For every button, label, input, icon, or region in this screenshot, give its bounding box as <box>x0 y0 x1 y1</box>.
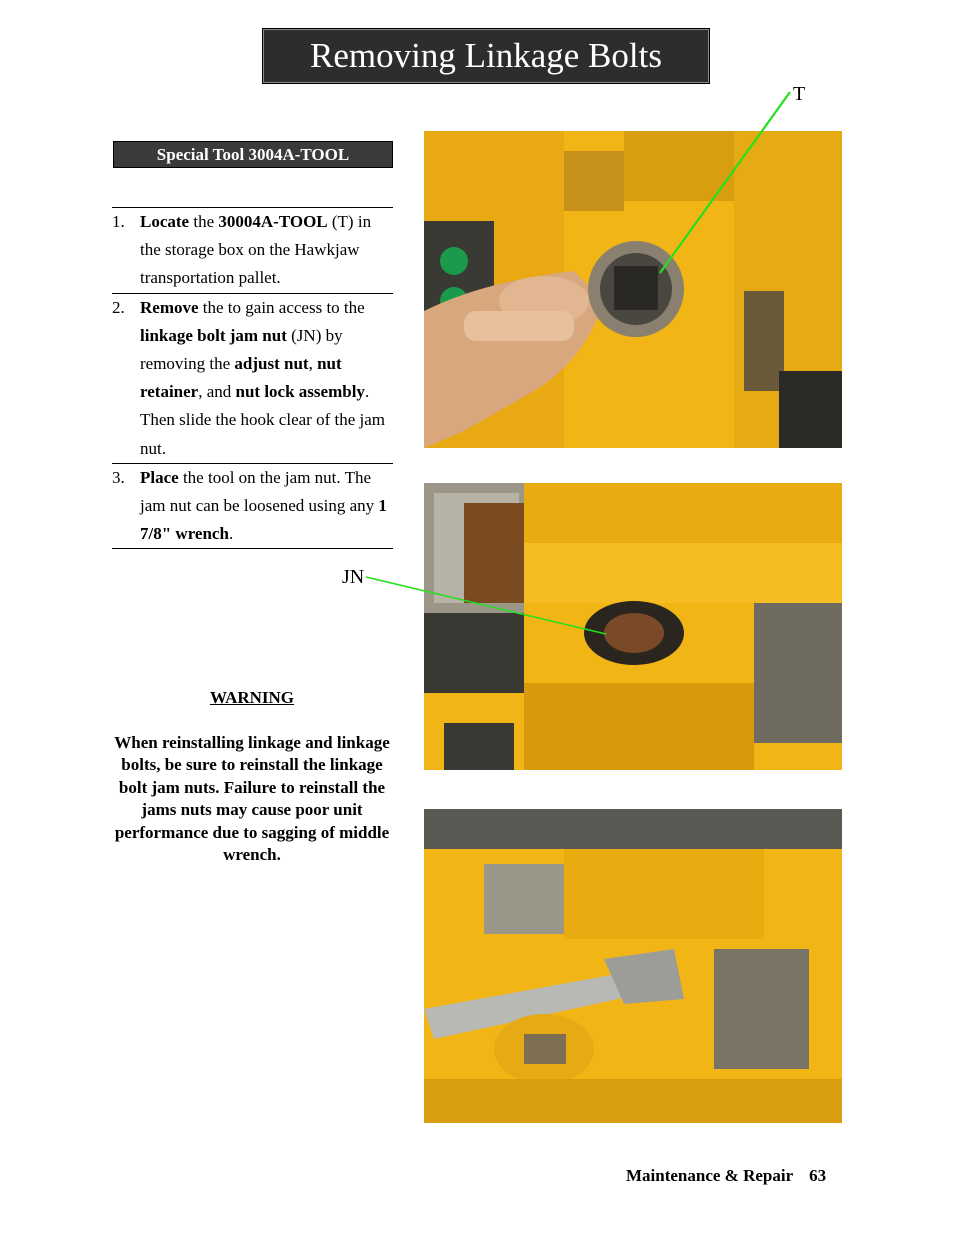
step-term: Place <box>140 467 179 487</box>
callout-t-label: T <box>793 83 806 105</box>
step-term: Locate <box>140 212 190 231</box>
step-text-run: . Then slide the hook clear of the jam nut. <box>140 382 385 458</box>
step-text-run: . <box>228 524 234 544</box>
page-footer <box>626 1166 826 1186</box>
step-term: linkage bolt jam nut <box>140 325 287 345</box>
special-tool-header: Special Tool 3004A-TOOL <box>113 141 393 168</box>
step-text-run: the <box>189 212 219 231</box>
step-text-run: the tool on the jam nut. The jam nut can be loosened using any <box>140 467 379 516</box>
step-text-run: (T) in the storage box on the Hawkjaw transportation pallet. <box>140 212 372 288</box>
step-term: 30004A-TOOL <box>218 212 328 231</box>
page-title: Removing Linkage Bolts <box>262 28 710 84</box>
warning-text: When reinstalling linkage and linkage bolts, be sure to reinstall the linkage bolt jam nuts. Failure to reinstall the jams nuts may cause poor unit performance due to sagging of middle wrench. <box>114 733 390 865</box>
page-number: 63 <box>809 1166 827 1185</box>
callout-jn-label: JN <box>342 566 365 588</box>
step-number: 2. <box>112 297 125 317</box>
step-term: Remove <box>140 297 199 317</box>
step-text-run: , <box>308 354 318 374</box>
step-term: adjust nut <box>234 354 309 374</box>
footer-section: Maintenance & Repair <box>626 1166 794 1185</box>
step-number: 1. <box>112 212 125 231</box>
step-text-run: (JN) by removing the <box>140 325 343 374</box>
step-text-run: the to gain access to the <box>198 297 365 317</box>
step-term: nut retainer <box>140 354 342 402</box>
step-term: 1 7/8" wrench <box>140 496 387 544</box>
step-number: 3. <box>112 467 125 487</box>
warning-title: WARNING <box>209 688 295 707</box>
step-text-run: , and <box>198 382 236 402</box>
step-term: nut lock assembly <box>235 382 365 402</box>
